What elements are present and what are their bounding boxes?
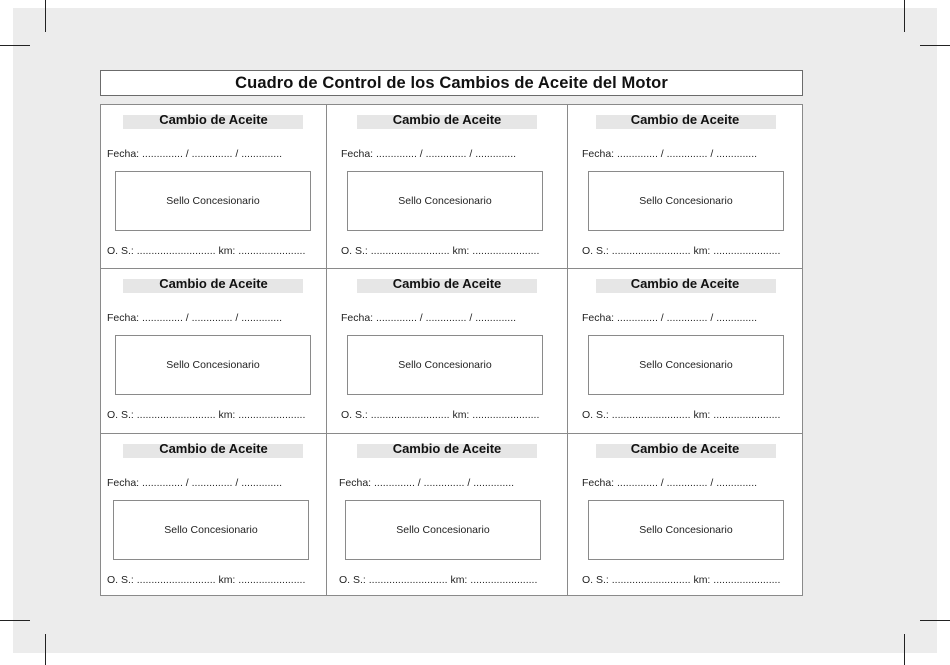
- card-title: Cambio de Aceite: [159, 276, 268, 291]
- stamp-label: Sello Concesionario: [166, 195, 260, 207]
- crop-mark-bottom-right: [904, 634, 905, 665]
- service-order-km-field: O. S.: ........................... km: .......................: [341, 409, 540, 421]
- date-field: Fecha: .............. / .............. / ..............: [582, 477, 758, 489]
- stamp-label: Sello Concesionario: [398, 195, 492, 207]
- service-order-km-field: O. S.: ........................... km: .......................: [107, 574, 306, 586]
- stamp-label: Sello Concesionario: [166, 359, 260, 371]
- dealer-stamp-box: [588, 171, 784, 231]
- dealer-stamp-box: [115, 335, 311, 395]
- service-order-km-field: O. S.: ........................... km: .......................: [339, 574, 538, 586]
- oil-change-card: [568, 105, 802, 269]
- service-order-km-field: O. S.: ........................... km: .......................: [582, 245, 781, 257]
- stamp-label: Sello Concesionario: [396, 524, 490, 536]
- service-order-km-field: O. S.: ........................... km: .......................: [582, 574, 781, 586]
- dealer-stamp-box: [113, 500, 309, 560]
- service-order-km-field: O. S.: ........................... km: .......................: [107, 409, 306, 421]
- card-title: Cambio de Aceite: [392, 441, 502, 456]
- date-field: Fecha: .............. / .............. / ..............: [107, 312, 283, 324]
- stamp-label: Sello Concesionario: [398, 359, 492, 371]
- date-field: Fecha: .............. / .............. / ..............: [107, 148, 283, 160]
- dealer-stamp-box: [115, 171, 311, 231]
- date-field: Fecha: .............. / .............. / ..............: [339, 477, 515, 489]
- oil-change-card: [327, 105, 568, 269]
- card-title: Cambio de Aceite: [159, 112, 268, 127]
- dealer-stamp-box: [345, 500, 541, 560]
- crop-mark-left-top: [0, 45, 30, 46]
- card-title: Cambio de Aceite: [392, 276, 502, 291]
- crop-mark-right-bottom: [920, 620, 950, 621]
- oil-change-card: [568, 434, 802, 595]
- oil-change-card: [101, 434, 327, 595]
- oil-change-card: [101, 269, 327, 434]
- page-title: Cuadro de Control de los Cambios de Aceite del Motor: [235, 73, 668, 92]
- stamp-label: Sello Concesionario: [164, 524, 258, 536]
- card-title: Cambio de Aceite: [159, 441, 268, 456]
- crop-mark-right-top: [920, 45, 950, 46]
- oil-change-card: [568, 269, 802, 434]
- oil-change-card: [327, 269, 568, 434]
- card-title: Cambio de Aceite: [392, 112, 502, 127]
- oil-change-card: [327, 434, 568, 595]
- crop-mark-top-right: [904, 0, 905, 32]
- stamp-label: Sello Concesionario: [639, 524, 733, 536]
- card-title: Cambio de Aceite: [630, 276, 740, 291]
- oil-change-grid: [100, 104, 803, 596]
- dealer-stamp-box: [347, 171, 543, 231]
- crop-mark-left-bottom: [0, 620, 30, 621]
- date-field: Fecha: .............. / .............. / ..............: [341, 312, 517, 324]
- oil-change-card: [101, 105, 327, 269]
- date-field: Fecha: .............. / .............. / ..............: [107, 477, 283, 489]
- dealer-stamp-box: [347, 335, 543, 395]
- service-order-km-field: O. S.: ........................... km: .......................: [341, 245, 540, 257]
- date-field: Fecha: .............. / .............. / ..............: [582, 148, 758, 160]
- dealer-stamp-box: [588, 500, 784, 560]
- stamp-label: Sello Concesionario: [639, 359, 733, 371]
- crop-mark-top-left: [45, 0, 46, 32]
- crop-mark-bottom-left: [45, 634, 46, 665]
- stamp-label: Sello Concesionario: [639, 195, 733, 207]
- service-order-km-field: O. S.: ........................... km: .......................: [582, 409, 781, 421]
- card-title: Cambio de Aceite: [630, 112, 740, 127]
- card-title: Cambio de Aceite: [630, 441, 740, 456]
- date-field: Fecha: .............. / .............. / ..............: [582, 312, 758, 324]
- date-field: Fecha: .............. / .............. / ..............: [341, 148, 517, 160]
- dealer-stamp-box: [588, 335, 784, 395]
- page-title-box: [100, 70, 803, 96]
- service-order-km-field: O. S.: ........................... km: .......................: [107, 245, 306, 257]
